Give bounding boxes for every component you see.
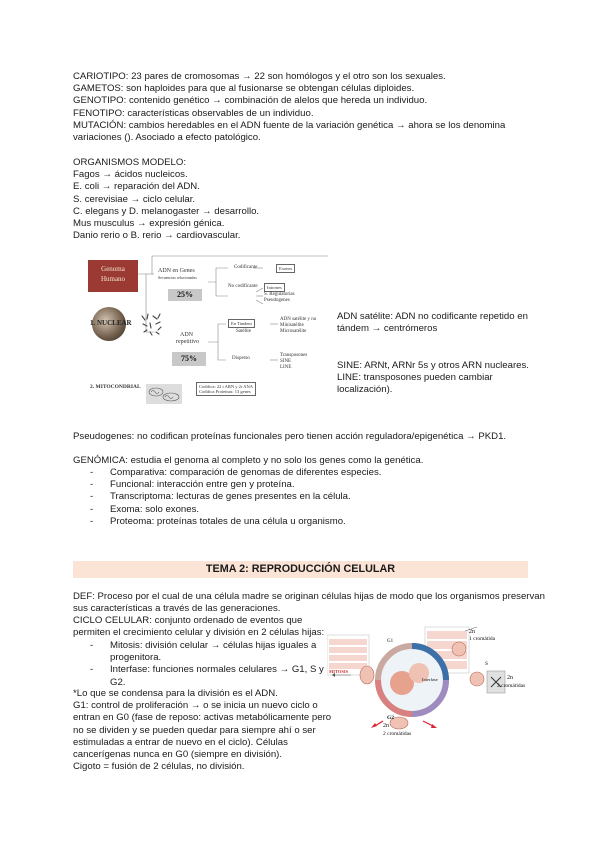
label-g2: G2	[387, 715, 395, 721]
genomica-item: - Funcional: interacción entre gen y proteína.	[90, 479, 381, 491]
def-mutacion-cont: variaciones (). Asociado a efecto patológico.	[73, 132, 261, 144]
def-fenotipo: FENOTIPO: características observables de un individuo.	[73, 107, 314, 119]
ciclo-line-1: CICLO CELULAR: conjunto ordenado de eventos que	[73, 615, 303, 626]
sine-line-3: localización).	[337, 384, 393, 396]
ciclo-line-2: permiten el crecimiento celular y división en 2 células hijas:	[73, 627, 325, 639]
label-1crom-top: 1 cromátida	[469, 636, 496, 642]
organism-item: E. coli → reparación del ADN.	[73, 181, 200, 193]
g1-line: entran en G0 (fase de reposo: activas metabólicamente pero	[73, 712, 332, 724]
genome-diagram	[88, 252, 328, 407]
satelite-note	[337, 311, 528, 335]
disperso-items: Transposones SINE LINE	[280, 353, 308, 370]
genomica-list	[90, 467, 381, 528]
chromosome-image	[138, 310, 166, 338]
g1-block	[73, 688, 332, 773]
interfase-line-1: - Interfase: funciones normales celulares → G1, S y	[110, 664, 324, 676]
tema2-def	[73, 591, 545, 615]
definitions-block	[73, 71, 533, 144]
mito-text-1: Codifica: 22 t ARN y 2r ANA	[199, 384, 253, 389]
genes-label: ADN en Genes	[158, 268, 195, 274]
ciclo-item-interfase	[90, 664, 324, 688]
sine-note	[337, 360, 529, 397]
repetitivo-percent: 75%	[172, 352, 206, 366]
regulatorias-label: S. Regulatorias	[264, 292, 295, 297]
def-gametos: GAMETOS: son haploides para que al fusionarse se obtengan células diploides.	[73, 83, 415, 95]
genome-title-line2: Humano	[100, 275, 126, 283]
g1-line: cancerígenas nunca en G0 (siempre en división).	[73, 749, 283, 761]
sine-line-1: SINE: ARNt, ARNr 5s y otros ARN nucleares.	[337, 360, 529, 371]
section-title-banner: TEMA 2: REPRODUCCIÓN CELULAR	[73, 561, 528, 578]
cell-cycle-diagram	[327, 625, 527, 740]
label-2n-bottom: 2n	[383, 723, 389, 729]
adn-note: *Lo que se condensa para la división es el ADN.	[73, 688, 278, 699]
satelite-line-2: tándem → centrómeros	[337, 323, 438, 335]
organism-item: Danio rerio o B. rerio → cardiovascular.	[73, 230, 241, 242]
label-mitosis: MITOSIS	[329, 669, 349, 674]
def-cariotipo: CARIOTIPO: 23 pares de cromosomas → 22 son homólogos y el otro son los sexuales.	[73, 71, 446, 82]
mitosis-line-1: - Mitosis: división celular → células hijas iguales a	[110, 640, 317, 651]
repetitivo-label-2: repetitivo	[176, 339, 199, 345]
mito-label: 2. MITOCONDRIAL	[90, 384, 141, 390]
genomica-item: - Proteoma: proteínas totales de una célula u organismo.	[90, 516, 381, 528]
tandem-items: ADN satélite y no Minisatélite Microsatélite	[280, 317, 317, 334]
genomica-intro: GENÓMICA: estudia el genoma al completo y no solo los genes como la genética.	[73, 455, 424, 466]
organism-item: C. elegans y D. melanogaster → desarrollo.	[73, 205, 260, 217]
g1-line: Cigoto = fusión de 2 células, no división.	[73, 761, 245, 773]
codificante-label: Codificante	[234, 265, 258, 270]
sine-line-2: LINE: transposones pueden cambiar	[337, 372, 493, 384]
genes-sublabel: Secuencias relacionadas	[158, 275, 197, 280]
genomica-item: - Comparativa: comparación de genomas de diferentes especies.	[90, 467, 381, 479]
organism-item: S. cerevisiae → ciclo celular.	[73, 193, 196, 205]
satelite-line-1: ADN satélite: ADN no codificante repetido en	[337, 311, 528, 322]
label-2n-right: 2n	[507, 675, 513, 681]
pseudogenes-text: Pseudogenes: no codifican proteínas funcionales pero tienen acción reguladora/epigenética → PKD1.	[73, 431, 507, 442]
interfase-line-2: G2.	[110, 676, 126, 688]
label-g1: G1	[387, 639, 394, 644]
repetitivo-label-1: ADN	[180, 332, 193, 338]
mitosis-line-2: progenitora.	[110, 652, 162, 664]
genomica-intro-block	[73, 455, 533, 467]
genome-title-box	[88, 260, 138, 292]
tandem-box: En Tándem	[228, 319, 255, 328]
g1-line: no se dividen y se pueden quedar para siempre ahí o ser	[73, 724, 316, 736]
g1-line: estimuladas a entrar de nuevo en el ciclo). Células	[73, 736, 288, 748]
genomica-item: - Exoma: solo exones.	[90, 504, 381, 516]
mito-text-2: Codifica Proteínas: 13 genes	[199, 389, 251, 394]
model-organisms-heading: ORGANISMOS MODELO:	[73, 157, 187, 168]
mitochondria-image	[146, 384, 182, 404]
model-organisms	[73, 157, 533, 242]
def-genotipo: GENOTIPO: contenido genético → combinación de alelos que hereda un individuo.	[73, 95, 428, 107]
mito-info-box	[196, 382, 256, 396]
label-2crom-right: 2 cromátidas	[497, 683, 526, 689]
tandem-sublabel: Satélite	[236, 329, 251, 334]
label-2crom-bottom: 2 cromátidas	[383, 731, 412, 737]
genome-title-line1: Genoma	[101, 265, 125, 273]
def-line-1: DEF: Proceso por el cual de una célula madre se originan células hijas de modo que los organismos preservan	[73, 591, 545, 602]
genes-percent: 25%	[168, 289, 202, 301]
g1-line: G1: control de proliferación → o se inicia un nuevo ciclo o	[73, 700, 318, 712]
nuclear-label: 1. NUCLEAR	[90, 319, 132, 327]
intrones-box: Intrones	[264, 283, 285, 292]
pseudogenes-note	[73, 431, 533, 443]
no-codificante-label: No codificante	[228, 284, 258, 289]
label-interfase: Interfase	[422, 677, 438, 682]
organism-item: Mus musculus → expresión génica.	[73, 218, 225, 230]
ciclo-list	[90, 640, 324, 689]
ciclo-item-mitosis	[90, 640, 324, 664]
def-line-2: sus características a través de las generaciones.	[73, 603, 281, 615]
label-2n-top: 2n	[469, 629, 475, 635]
organism-item: Fagos → ácidos nucleicos.	[73, 169, 188, 181]
ciclo-block	[73, 615, 323, 639]
label-s: S	[485, 661, 489, 667]
def-mutacion: MUTACIÓN: cambios heredables en el ADN fuente de la variación genética → ahora se los denomina	[73, 119, 506, 131]
disperso-label: Disperso	[232, 356, 250, 361]
exones-box: Exones	[276, 264, 295, 273]
pseudogenes-label: Pseudogenes	[264, 298, 290, 303]
genomica-item: - Transcriptoma: lecturas de genes presentes en la célula.	[90, 491, 381, 503]
